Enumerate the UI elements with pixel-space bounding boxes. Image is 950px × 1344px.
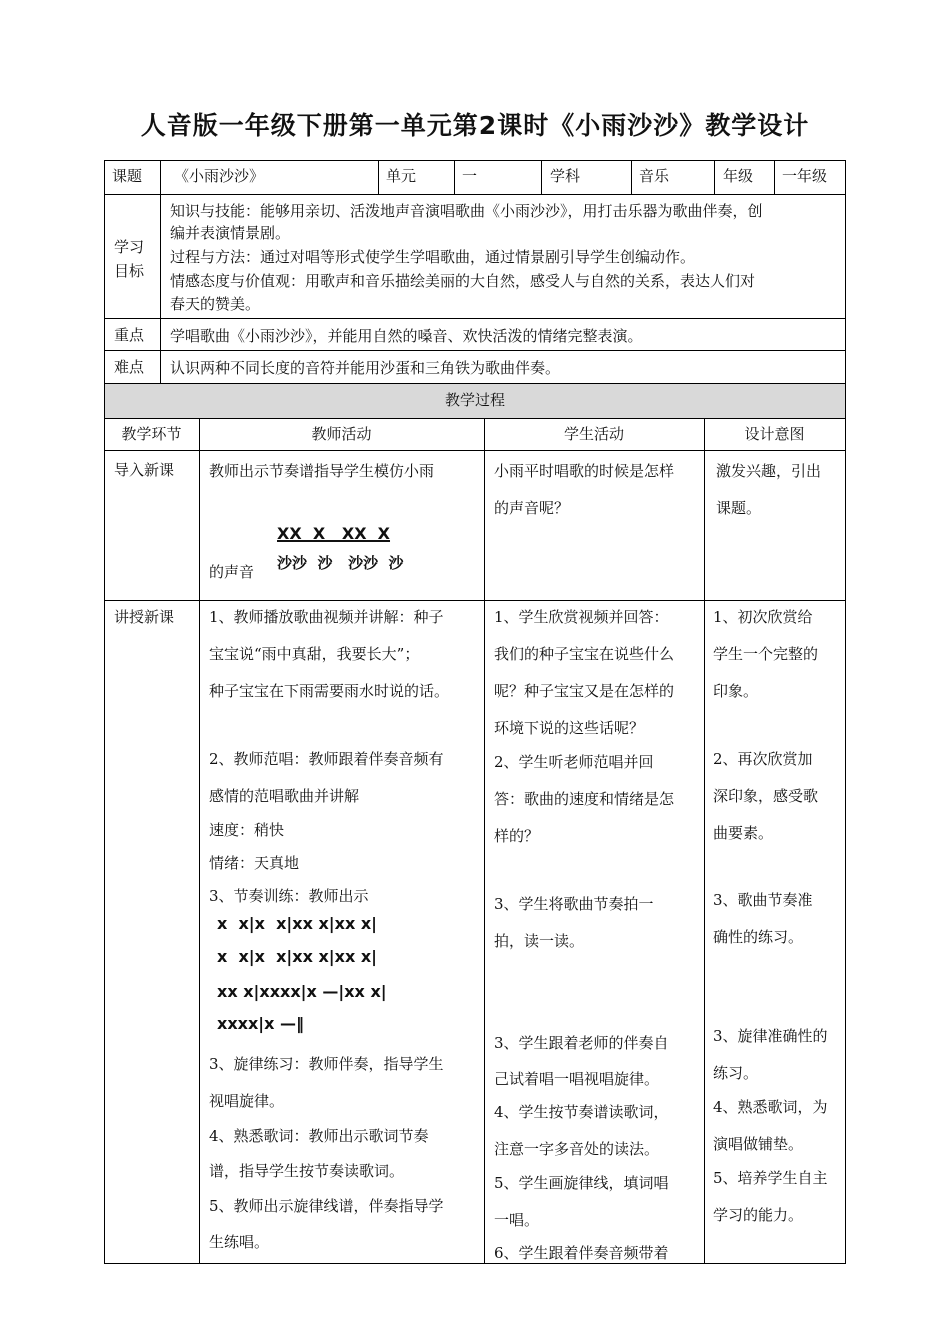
col-divider <box>199 418 200 1264</box>
intent-line: 3、旋律准确性的 <box>713 1027 828 1045</box>
intent-line: 4、熟悉歌词，为 <box>713 1098 828 1116</box>
col-divider <box>631 160 632 194</box>
student-line: 6、学生跟着伴奏音频带着 <box>494 1244 669 1262</box>
intro-intent-text: 课题。 <box>716 499 762 517</box>
student-line: 注意一字多音处的读法。 <box>494 1140 660 1158</box>
intent-line: 深印象，感受歌 <box>713 787 819 805</box>
topic-label: 课题 <box>112 167 143 185</box>
teacher-line: 情绪：天真地 <box>209 854 300 872</box>
objective-line: 知识与技能：能够用亲切、活泼地声音演唱歌曲《小雨沙沙》，用打击乐器为歌曲伴奏，创 <box>170 202 763 220</box>
row-divider <box>104 418 846 419</box>
stage-teach: 讲授新课 <box>114 608 175 626</box>
header-stage: 教学环节 <box>121 425 182 443</box>
row-divider <box>104 318 846 319</box>
row-divider <box>104 1263 846 1264</box>
teacher-line: 宝宝说“雨中真甜，我要长大”； <box>209 645 420 663</box>
student-line: 5、学生画旋律线，填词唱 <box>494 1174 669 1192</box>
student-line: 4、学生按节奏谱读歌词， <box>494 1103 669 1121</box>
subject-value: 音乐 <box>639 167 670 185</box>
topic-value: 《小雨沙沙》 <box>174 167 265 185</box>
teacher-line: 3、旋律练习：教师伴奏，指导学生 <box>209 1055 444 1073</box>
rhythm-row: xx x|xxxx|x —|xx x| <box>217 982 387 1001</box>
objective-line: 编并表演情景剧。 <box>170 224 291 242</box>
student-line: 3、学生跟着老师的伴奏自 <box>494 1034 669 1052</box>
row-divider <box>104 450 846 451</box>
subject-label: 学科 <box>550 167 581 185</box>
rhythm-row: x x|x x|xx x|xx x| <box>217 914 377 933</box>
student-line: 呢？种子宝宝又是在怎样的 <box>494 682 675 700</box>
intro-student-text: 的声音呢？ <box>494 499 570 517</box>
student-line: 己试着唱一唱视唱旋律。 <box>494 1070 660 1088</box>
teacher-line: 3、节奏训练：教师出示 <box>209 887 369 905</box>
col-divider <box>704 418 705 1264</box>
intent-line: 学生一个完整的 <box>713 645 819 663</box>
intent-line: 练习。 <box>713 1064 759 1082</box>
teacher-line: 种子宝宝在下雨需要雨水时说的话。 <box>209 682 450 700</box>
row-divider <box>104 194 846 195</box>
student-line: 答：歌曲的速度和情绪是怎 <box>494 790 675 808</box>
rhythm-row: xxxx|x —‖ <box>217 1014 305 1033</box>
teacher-line: 5、教师出示旋律线谱，伴奏指导学 <box>209 1197 444 1215</box>
col-divider <box>714 160 715 194</box>
objectives-label: 学习 <box>114 238 145 256</box>
difficulty-label: 难点 <box>114 358 145 376</box>
header-student: 学生活动 <box>563 425 624 443</box>
student-line: 2、学生听老师范唱并回 <box>494 753 654 771</box>
teacher-line: 1、教师播放歌曲视频并讲解：种子 <box>209 608 444 626</box>
grade-label: 年级 <box>723 167 754 185</box>
intent-line: 确性的练习。 <box>713 928 804 946</box>
teacher-line: 2、教师范唱：教师跟着伴奏音频有 <box>209 750 444 768</box>
teacher-line: 谱，指导学生按节奏读歌词。 <box>209 1162 405 1180</box>
intent-line: 5、培养学生自主 <box>713 1169 828 1187</box>
teacher-line: 生练唱。 <box>209 1233 270 1251</box>
intent-line: 3、歌曲节奏准 <box>713 891 813 909</box>
intro-rhythm-notes: XX X XX X <box>277 524 391 543</box>
rhythm-row: x x|x x|xx x|xx x| <box>217 947 377 966</box>
intro-teacher-text: 教师出示节奏谱指导学生模仿小雨 <box>209 462 435 480</box>
intro-student-text: 小雨平时唱歌的时候是怎样 <box>494 462 675 480</box>
objective-line: 春天的赞美。 <box>170 295 261 313</box>
student-line: 样的？ <box>494 827 540 845</box>
key-point-text: 学唱歌曲《小雨沙沙》，并能用自然的嗓音、欢快活泼的情绪完整表演。 <box>170 327 643 345</box>
objective-line: 情感态度与价值观：用歌声和音乐描绘美丽的大自然，感受人与自然的关系，表达人们对 <box>170 272 756 290</box>
col-divider <box>484 418 485 1264</box>
row-divider <box>104 600 846 601</box>
stage-intro: 导入新课 <box>114 461 175 479</box>
objective-line: 过程与方法：通过对唱等形式使学生学唱歌曲，通过情景剧引导学生创编动作。 <box>170 248 696 266</box>
student-line: 一唱。 <box>494 1211 540 1229</box>
col-divider <box>541 160 542 194</box>
intent-line: 1、初次欣赏给 <box>713 608 813 626</box>
col-divider <box>378 160 379 194</box>
intent-line: 印象。 <box>713 682 759 700</box>
intent-line: 学习的能力。 <box>713 1206 804 1224</box>
intent-line: 演唱做铺垫。 <box>713 1135 804 1153</box>
col-divider <box>104 160 105 1264</box>
col-divider <box>160 160 161 384</box>
row-divider <box>104 350 846 351</box>
header-teacher: 教师活动 <box>311 425 372 443</box>
col-divider <box>454 160 455 194</box>
grade-value: 一年级 <box>782 167 828 185</box>
unit-value: 一 <box>462 167 478 185</box>
difficulty-text: 认识两种不同长度的音符并能用沙蛋和三角铁为歌曲伴奏。 <box>170 359 561 377</box>
intro-intent-text: 激发兴趣，引出 <box>716 462 822 480</box>
teacher-line: 视唱旋律。 <box>209 1092 285 1110</box>
lesson-plan-table <box>104 160 846 1264</box>
intent-line: 2、再次欣赏加 <box>713 750 813 768</box>
intro-teacher-text: 的声音 <box>209 563 255 581</box>
student-line: 3、学生将歌曲节奏拍一 <box>494 895 654 913</box>
student-line: 1、学生欣赏视频并回答： <box>494 608 669 626</box>
page-title: 人音版一年级下册第一单元第2课时《小雨沙沙》教学设计 <box>140 111 810 140</box>
process-section-title: 教学过程 <box>444 391 505 409</box>
row-divider <box>104 160 846 161</box>
student-line: 拍，读一读。 <box>494 932 585 950</box>
row-divider <box>104 383 846 384</box>
col-divider <box>774 160 775 194</box>
teacher-line: 感情的范唱歌曲并讲解 <box>209 787 360 805</box>
objectives-label: 目标 <box>114 262 145 280</box>
unit-label: 单元 <box>386 167 417 185</box>
teacher-line: 4、熟悉歌词：教师出示歌词节奏 <box>209 1127 429 1145</box>
intro-rhythm-words: 沙沙 沙 沙沙 沙 <box>277 554 404 572</box>
teacher-line: 速度：稍快 <box>209 821 285 839</box>
student-line: 环境下说的这些话呢？ <box>494 719 645 737</box>
col-divider <box>845 160 846 1264</box>
intent-line: 曲要素。 <box>713 824 774 842</box>
header-intent: 设计意图 <box>744 425 805 443</box>
key-point-label: 重点 <box>114 326 145 344</box>
student-line: 我们的种子宝宝在说些什么 <box>494 645 675 663</box>
